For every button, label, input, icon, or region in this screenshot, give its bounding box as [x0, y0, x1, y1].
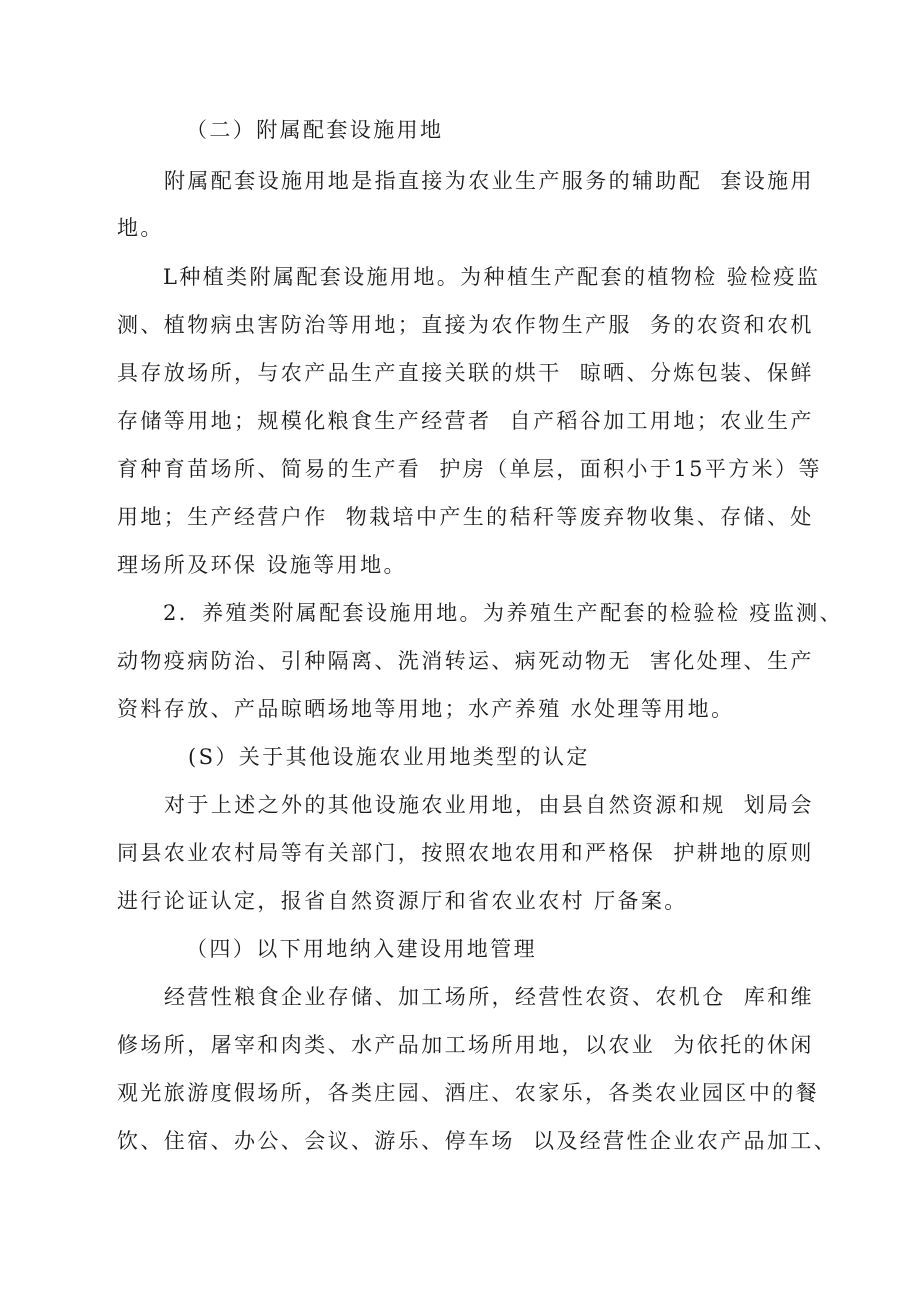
- paragraph-line: 存储等用地；规模化粮食生产经营者 自产稻谷加工用地；农业生产: [117, 409, 814, 433]
- paragraph-line: L种植类附属配套设施用地。为种植生产配套的植物检 验检疫监: [163, 265, 821, 289]
- paragraph-line: 饮、住宿、办公、会议、游乐、停车场 以及经营性企业农产品加工、: [117, 1129, 838, 1153]
- paragraph-line: 同县农业农村局等有关部门，按照农地农用和严格保 护耕地的原则: [117, 841, 814, 865]
- paragraph-line: 对于上述之外的其他设施农业用地，由县自然资源和规 划局会: [164, 793, 814, 817]
- paragraph-line: 资料存放、产品晾晒场地等用地；水产养殖 水处理等用地。: [117, 697, 735, 721]
- paragraph-line: 2．养殖类附属配套设施用地。为养殖生产配套的检验检 疫监测、: [163, 601, 844, 625]
- section-heading-construction-land: （四）以下用地纳入建设用地管理: [186, 937, 537, 961]
- paragraph-line: 测、植物病虫害防治等用地；直接为农作物生产服 务的农资和农机: [117, 313, 814, 337]
- paragraph-line: 具存放场所，与农产品生产直接关联的烘干 晾晒、分炼包装、保鲜: [117, 361, 814, 385]
- paragraph-line: 经营性粮食企业存储、加工场所，经营性农资、农机仓 库和维: [164, 985, 814, 1009]
- section-heading-attached-facilities: （二）附属配套设施用地: [186, 118, 444, 142]
- paragraph-line: 进行论证认定，报省自然资源厅和省农业农村 厅备案。: [117, 889, 688, 913]
- paragraph-line: 地。: [117, 216, 164, 240]
- paragraph-line: 用地；生产经营户作 物栽培中产生的秸秆等废弃物收集、存储、处: [117, 505, 814, 529]
- paragraph-line: 修场所，屠宰和肉类、水产品加工场所用地，以农业 为依托的休闲: [117, 1033, 814, 1057]
- paragraph-line: 理场所及环保 设施等用地。: [117, 553, 407, 577]
- paragraph-line: 动物疫病防治、引种隔离、洗消转运、病死动物无 害化处理、生产: [117, 649, 814, 673]
- paragraph-line: 观光旅游度假场所，各类庄园、酒庄、农家乐，各类农业园区中的餐: [117, 1081, 819, 1105]
- paragraph-line: 附属配套设施用地是指直接为农业生产服务的辅助配 套设施用: [164, 169, 814, 193]
- paragraph-line: 育种育苗场所、简易的生产看 护房（单层，面积小于15平方米）等: [117, 457, 822, 481]
- section-heading-other-facilities: (S）关于其他设施农业用地类型的认定: [188, 745, 590, 769]
